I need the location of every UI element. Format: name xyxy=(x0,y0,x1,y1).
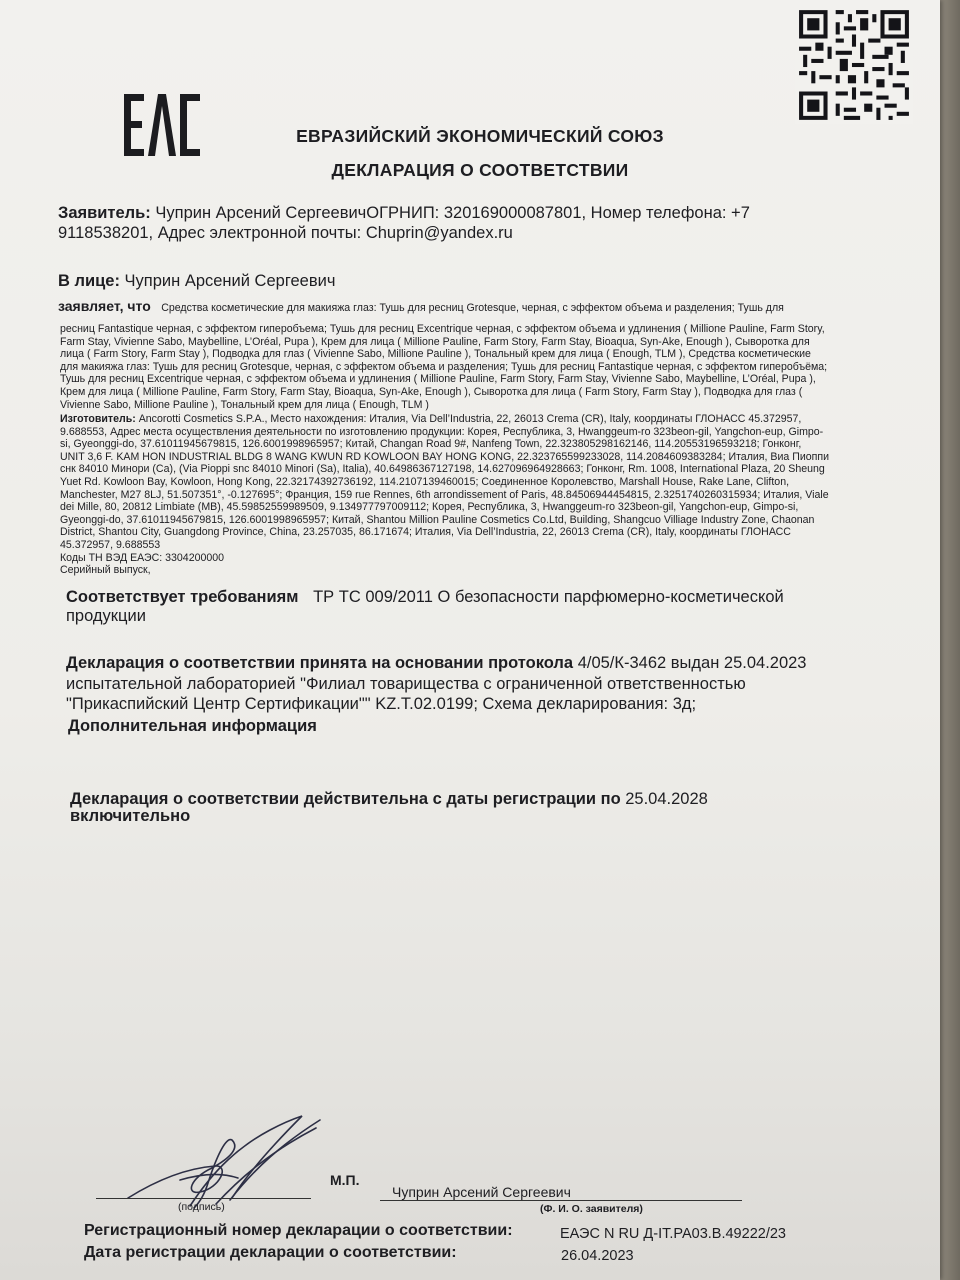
applicant-row xyxy=(58,204,750,223)
signature-caption: (подпись) xyxy=(178,1201,225,1213)
declares-label: заявляет, что xyxy=(58,298,151,314)
serial-release: Серийный выпуск, xyxy=(60,564,151,577)
registration-date-label: Дата регистрации декларации о соответствии: xyxy=(84,1244,457,1261)
manufacturer-line: dei Mille, 80, 20812 Limbiate (MB), 45.59852559989509, 9.134977797009112; Корея, Республика, 3, Hwanggeum-ro 323beon-gil, Yangchon-eup, Gimpo-si, xyxy=(60,501,799,514)
name-line xyxy=(380,1200,742,1201)
manufacturer-line: снк 84010 Минори (Са), (Via Pioppi snc 84010 Minori (Sa), Italia), 40.64986367127198, 14.627096964928663; Гонконг, Rm. 1008, International Plaza, 20 Sheung xyxy=(60,463,825,476)
qr-code-icon xyxy=(795,6,913,124)
tn-ved-codes: Коды ТН ВЭД ЕАЭС: 3304200000 xyxy=(60,551,225,564)
manufacturer-line: si, Gyeonggi-do, 37.61011945679815, 126.6001998965957; Китай, Changan Road 9#, Nanfeng Town, 22.323805298162146, 114.20553196593218; Гонконг, xyxy=(60,438,802,451)
validity-line2: включительно xyxy=(70,807,191,825)
manufacturer-line: Manchester, M27 8LJ, 51.507351°, -0.127695°; Франция, 159 rue Rennes, 6th arrondissement of Paris, 48.84506944454815, 2.3251740260315934; Италия, Viale xyxy=(60,488,829,501)
conformity-value-line2: продукции xyxy=(66,607,146,625)
declares-line: Тушь для ресниц Excentrique черная, с эффектом объема и удлинения ( Millione Pauline, Farm Story, Farm Stay, Vivienne Sabo, Maybelline, L’Oréal, Pupa ), xyxy=(60,373,816,386)
registration-number-value: ЕАЭС N RU Д-IT.PA03.B.49222/23 xyxy=(560,1226,786,1242)
name-caption: (Ф. И. О. заявителя) xyxy=(540,1203,643,1215)
person-value: Чуприн Арсений Сергеевич xyxy=(124,272,336,290)
manufacturer-line: Yuet Rd. Kowloon Bay, Kowloon, Hong Kong, 22.32174392736192, 114.2107139460015; Соединенное Королевство, Marshall House, Rake Lane, Clifton, xyxy=(60,475,790,488)
declares-line: лица ( Farm Story, Farm Stay ), Подводка для глаз ( Vivienne Sabo, Millione Pauline ), Тональный крем для лица ( Enough, TLM ), Средства косметические xyxy=(60,348,811,361)
basis-label: Декларация о соответствии принята на основании протокола xyxy=(66,654,574,672)
signer-name: Чуприн Арсений Сергеевич xyxy=(392,1184,571,1200)
declares-line: ресниц Fantastique черная, с эффектом гиперобъема; Тушь для ресниц Excentrique черная, с эффектом объема и удлинения ( Millione Pauline, Farm Story, xyxy=(60,323,825,335)
manufacturer-label: Изготовитель: xyxy=(60,413,136,425)
person-label: В лице: xyxy=(58,272,120,290)
stamp-place-label: М.П. xyxy=(330,1172,360,1188)
manufacturer-line: 9.688553, Адрес места осуществления деятельности по изготовлению продукции: Корея, Республика, 3, Hwanggeum-ro 323beon-gil, Yangchon-eup, Gimpo- xyxy=(60,425,824,438)
conformity-value: ТР ТС 009/2011 О безопасности парфюмерно-косметической xyxy=(313,588,784,606)
manufacturer-first-line: Ancorotti Cosmetics S.P.A., Место нахождения: Италия, Via Dell’Industria, 22, 26013 Crema (CR), Italy, координаты ГЛОНАСС 45.372957, xyxy=(138,413,802,425)
applicant-value: Чуприн Арсений СергеевичОГРНИП: 320169000087801, Номер телефона: +7 xyxy=(155,204,750,222)
conformity-row xyxy=(66,588,784,607)
manufacturer-line: District, Shantou City, Guangdong Province, China, 23.257035, 86.171674; Италия, Via Dell’Industria, 22, 26013 Crema (CR), Italy, координаты ГЛОНАСС xyxy=(60,526,791,539)
basis-row xyxy=(66,654,807,673)
document-title: ДЕКЛАРАЦИЯ О СООТВЕТСТВИИ xyxy=(331,160,629,180)
signature-line xyxy=(96,1198,311,1199)
basis-value: 4/05/К-3462 выдан 25.04.2023 xyxy=(577,654,807,672)
conformity-label: Соответствует требованиям xyxy=(66,588,299,606)
person-row xyxy=(58,272,335,291)
handwritten-signature-icon xyxy=(120,1108,330,1218)
basis-line2: испытательной лабораторией "Филиал товарищества с ограниченной ответственностью xyxy=(66,675,746,693)
declares-text xyxy=(60,323,827,411)
registration-date-value: 26.04.2023 xyxy=(561,1248,634,1264)
validity-label: Декларация о соответствии действительна с даты регистрации по xyxy=(70,790,621,808)
declares-line: Vivienne Sabo, Millione Pauline ), Тональный крем для лица ( Enough, TLM ) xyxy=(60,398,429,411)
additional-info-label: Дополнительная информация xyxy=(68,717,317,735)
applicant-label: Заявитель: xyxy=(58,204,151,222)
registration-number-label: Регистрационный номер декларации о соответствии: xyxy=(84,1222,513,1239)
manufacturer-line: Gyeonggi-do, 37.61011945679815, 126.6001998965957; Китай, Shantou Million Pauline Cosmetics Co.Ltd, Building, Shangcuo Villiage Industry Zone, Chaonan xyxy=(60,513,815,526)
declares-line: для макияжа глаз: Тушь для ресниц Grotesque, черная, с эффектом объема и разделения; Тушь для ресниц Fantastique черная, с эффектом гиперобъёма; xyxy=(60,360,828,373)
validity-value: 25.04.2028 xyxy=(625,790,708,808)
applicant-value-line2: 9118538201, Адрес электронной почты: Chuprin@yandex.ru xyxy=(58,224,513,242)
manufacturer-line: 45.372957, 9.688553 xyxy=(60,538,161,551)
declares-line: Farm Stay, Vivienne Sabo, Maybelline, L’Oréal, Pupa ), Крем для лица ( Millione Pauline, Farm Story, Farm Stay, Bioaqua, Syn-Ake, Enough ), Сыворотка для xyxy=(60,335,810,348)
manufacturer-text xyxy=(60,413,829,577)
declares-line: Крем для лица ( Millione Pauline, Farm Story, Farm Stay, Bioaqua, Syn-Ake, Enough ), Сыворотка для лица ( Farm Story, Farm Stay ), Подводка для глаз ( xyxy=(60,385,803,398)
declares-row xyxy=(58,298,784,316)
manufacturer-line: UNIT 3,6 F. KAM HON INDUSTRIAL BLDG 8 WANG KWUN RD KOWLOON BAY HONG KONG, 22.323765599233028, 114.2084609383284; Италия, Виа Пиоппи xyxy=(60,450,830,463)
basis-line3: "Прикаспийский Центр Сертификации"" KZ.T.02.0199; Схема декларирования: 3д; xyxy=(66,695,697,713)
union-title: ЕВРАЗИЙСКИЙ ЭКОНОМИЧЕСКИЙ СОЮЗ xyxy=(296,126,664,146)
declares-first-line: Средства косметические для макияжа глаз: Тушь для ресниц Grotesque, черная, с эффектом объема и разделения; Тушь для xyxy=(161,302,784,314)
